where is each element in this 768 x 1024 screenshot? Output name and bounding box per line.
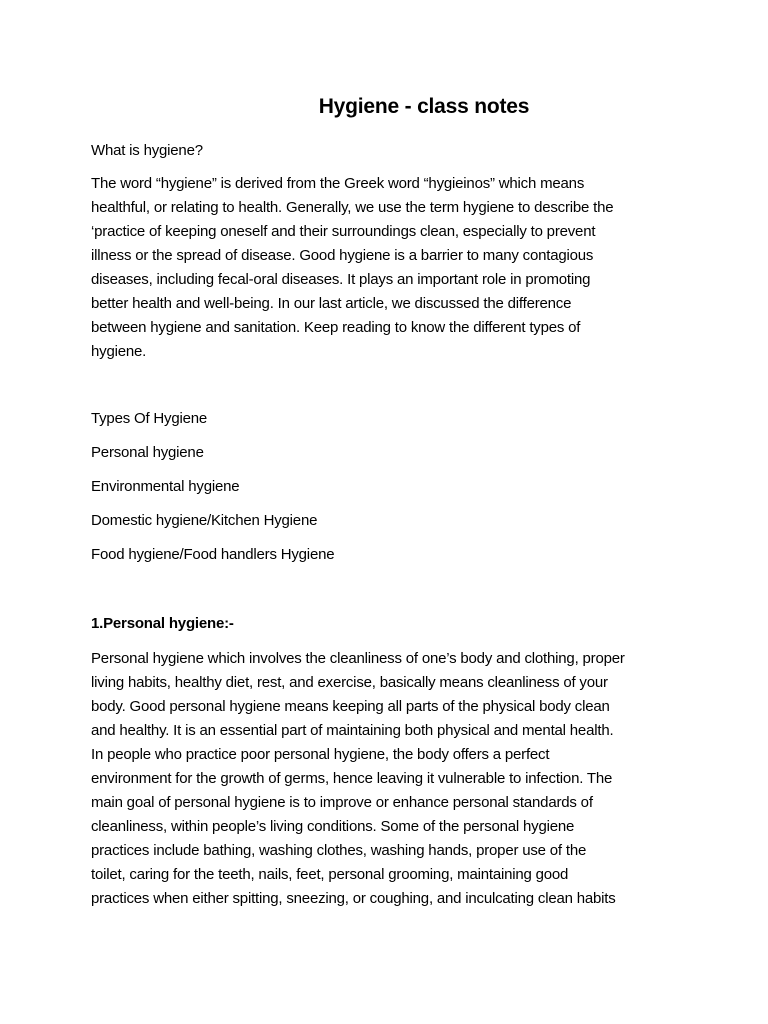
type-item: Environmental hygiene bbox=[91, 478, 240, 495]
section-line: and healthy. It is an essential part of maintaining both physical and mental health. bbox=[91, 722, 614, 739]
intro-line: better health and well-being. In our last article, we discussed the difference bbox=[91, 295, 572, 312]
section-line: environment for the growth of germs, hence leaving it vulnerable to infection. The bbox=[91, 770, 613, 787]
intro-line: ‘practice of keeping oneself and their surroundings clean, especially to prevent bbox=[91, 223, 596, 240]
type-item: Domestic hygiene/Kitchen Hygiene bbox=[91, 512, 318, 529]
types-heading: Types Of Hygiene bbox=[91, 410, 208, 427]
type-item: Personal hygiene bbox=[91, 444, 204, 461]
section-line: cleanliness, within people’s living conditions. Some of the personal hygiene bbox=[91, 818, 575, 835]
section-line: body. Good personal hygiene means keeping all parts of the physical body clean bbox=[91, 698, 610, 715]
section-line: practices when either spitting, sneezing, or coughing, and inculcating clean habits bbox=[91, 890, 616, 907]
intro-line: illness or the spread of disease. Good hygiene is a barrier to many contagious bbox=[91, 247, 594, 264]
section-line: toilet, caring for the teeth, nails, feet, personal grooming, maintaining good bbox=[91, 866, 569, 883]
section-line: In people who practice poor personal hygiene, the body offers a perfect bbox=[91, 746, 550, 763]
section-line: Personal hygiene which involves the cleanliness of one’s body and clothing, proper bbox=[91, 650, 625, 667]
intro-line: between hygiene and sanitation. Keep reading to know the different types of bbox=[91, 319, 581, 336]
intro-line: diseases, including fecal-oral diseases. It plays an important role in promoting bbox=[91, 271, 591, 288]
intro-paragraph bbox=[91, 172, 691, 364]
intro-line: hygiene. bbox=[91, 343, 147, 360]
section-line: living habits, healthy diet, rest, and exercise, basically means cleanliness of your bbox=[91, 674, 608, 691]
intro-line: healthful, or relating to health. Generally, we use the term hygiene to describe the bbox=[91, 199, 614, 216]
section-line: practices include bathing, washing clothes, washing hands, proper use of the bbox=[91, 842, 587, 859]
intro-line: The word “hygiene” is derived from the Greek word “hygieinos” which means bbox=[91, 175, 585, 192]
section-line: main goal of personal hygiene is to improve or enhance personal standards of bbox=[91, 794, 593, 811]
document-title: Hygiene - class notes bbox=[318, 95, 530, 118]
question-text: What is hygiene? bbox=[91, 142, 203, 159]
section-heading: 1.Personal hygiene:- bbox=[91, 615, 234, 632]
section-paragraph bbox=[91, 647, 691, 911]
type-item: Food hygiene/Food handlers Hygiene bbox=[91, 546, 335, 563]
